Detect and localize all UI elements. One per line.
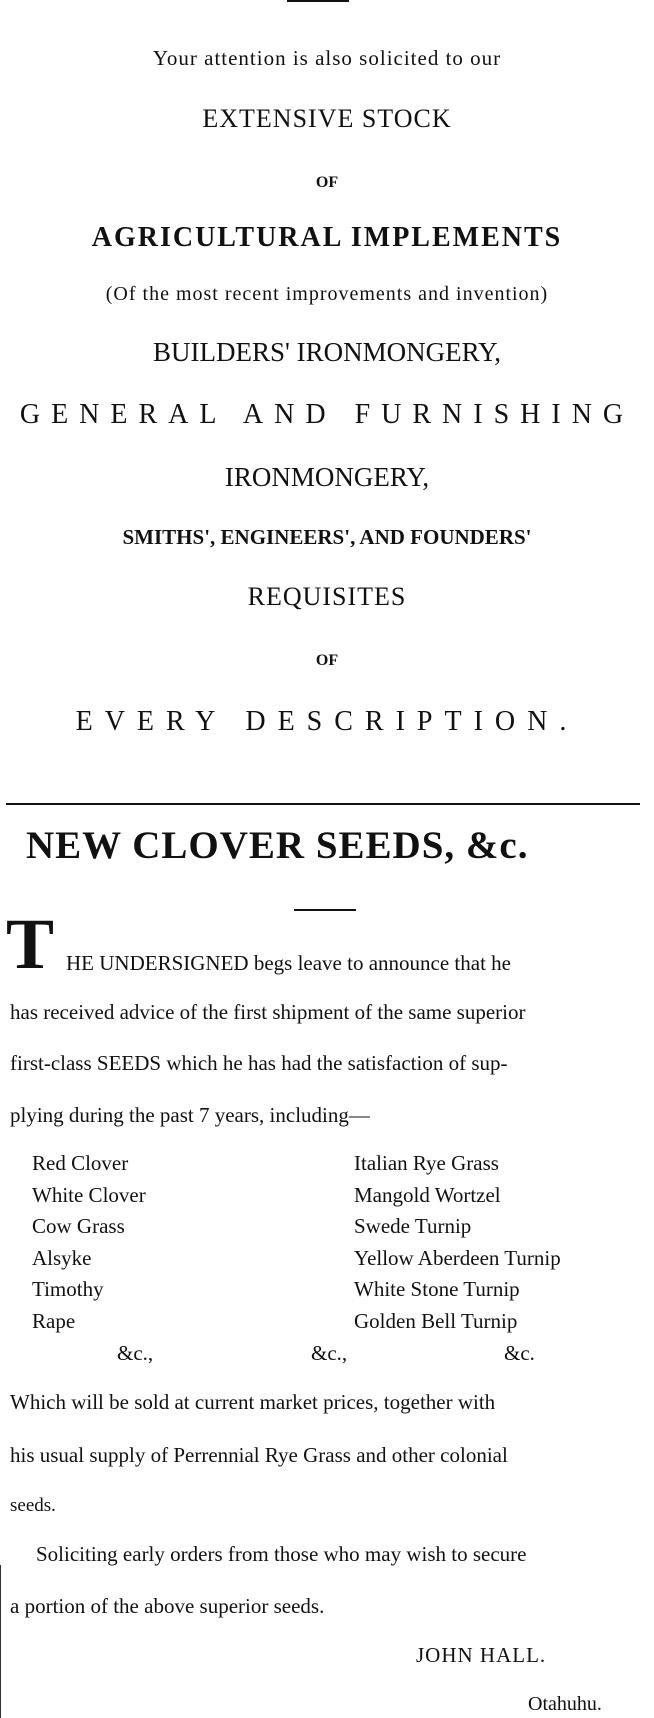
- of-line-1: OF: [315, 174, 339, 191]
- agricultural-implements-heading: AGRICULTURAL IMPLEMENTS: [91, 222, 563, 253]
- etc-2: &c.,: [311, 1341, 348, 1365]
- headline-rule: [294, 909, 356, 911]
- section-divider: [6, 803, 640, 805]
- sold-line-1: Which will be sold at current market prices, together with: [10, 1390, 496, 1414]
- list-item: Red Clover: [32, 1151, 129, 1175]
- soliciting-line-2: a portion of the above superior seeds.: [10, 1594, 325, 1618]
- signature-name: JOHN HALL.: [416, 1643, 547, 1667]
- attention-line: Your attention is also solicited to our: [152, 46, 502, 70]
- drop-cap-letter: T: [6, 904, 55, 984]
- intro-line-1: HE UNDERSIGNED begs leave to announce that he: [66, 951, 511, 975]
- sold-line-3: seeds.: [10, 1495, 56, 1516]
- intro-line-4: plying during the past 7 years, including—: [10, 1103, 370, 1127]
- list-item: Cow Grass: [32, 1214, 125, 1238]
- list-item: Timothy: [32, 1277, 104, 1301]
- new-clover-seeds-headline: NEW CLOVER SEEDS, &c.: [26, 824, 529, 867]
- margin-line: [0, 1565, 1, 1718]
- list-item: White Stone Turnip: [354, 1277, 520, 1301]
- requisites-heading: REQUISITES: [247, 582, 407, 611]
- intro-line-3: first-class SEEDS which he has had the satisfaction of sup-: [10, 1051, 508, 1075]
- of-line-2: OF: [315, 652, 339, 669]
- general-furnishing-heading: GENERAL AND FURNISHING: [19, 399, 635, 430]
- etc-3: &c.: [504, 1341, 535, 1365]
- list-item: Italian Rye Grass: [354, 1151, 499, 1175]
- list-item: Yellow Aberdeen Turnip: [354, 1245, 561, 1270]
- recent-improvements-line: (Of the most recent improvements and invention): [105, 283, 549, 305]
- sold-line-2: his usual supply of Perrennial Rye Grass and other colonial: [10, 1443, 508, 1467]
- list-item: Mangold Wortzel: [354, 1182, 501, 1207]
- soliciting-line-1: Soliciting early orders from those who may wish to secure: [36, 1542, 527, 1566]
- builders-ironmongery-heading: BUILDERS' IRONMONGERY,: [153, 337, 501, 367]
- list-item: Alsyke: [32, 1245, 92, 1270]
- list-item: Swede Turnip: [354, 1214, 472, 1238]
- top-rule: [287, 0, 349, 2]
- signature-place: Otahuhu.: [528, 1693, 602, 1715]
- seed-list-left: [32, 1148, 146, 1337]
- extensive-stock-heading: EXTENSIVE STOCK: [202, 104, 452, 133]
- list-item: White Clover: [32, 1182, 146, 1207]
- every-description-heading: EVERY DESCRIPTION.: [75, 706, 579, 737]
- list-item: Rape: [32, 1308, 76, 1333]
- seed-list-right: [354, 1148, 561, 1337]
- etc-1: &c.,: [117, 1341, 154, 1365]
- list-item: Golden Bell Turnip: [354, 1308, 518, 1333]
- ironmongery-heading: IRONMONGERY,: [224, 462, 430, 492]
- intro-line-2: has received advice of the first shipment of the same superior: [10, 1000, 526, 1024]
- smiths-engineers-founders-line: SMITHS', ENGINEERS', AND FOUNDERS': [122, 525, 532, 549]
